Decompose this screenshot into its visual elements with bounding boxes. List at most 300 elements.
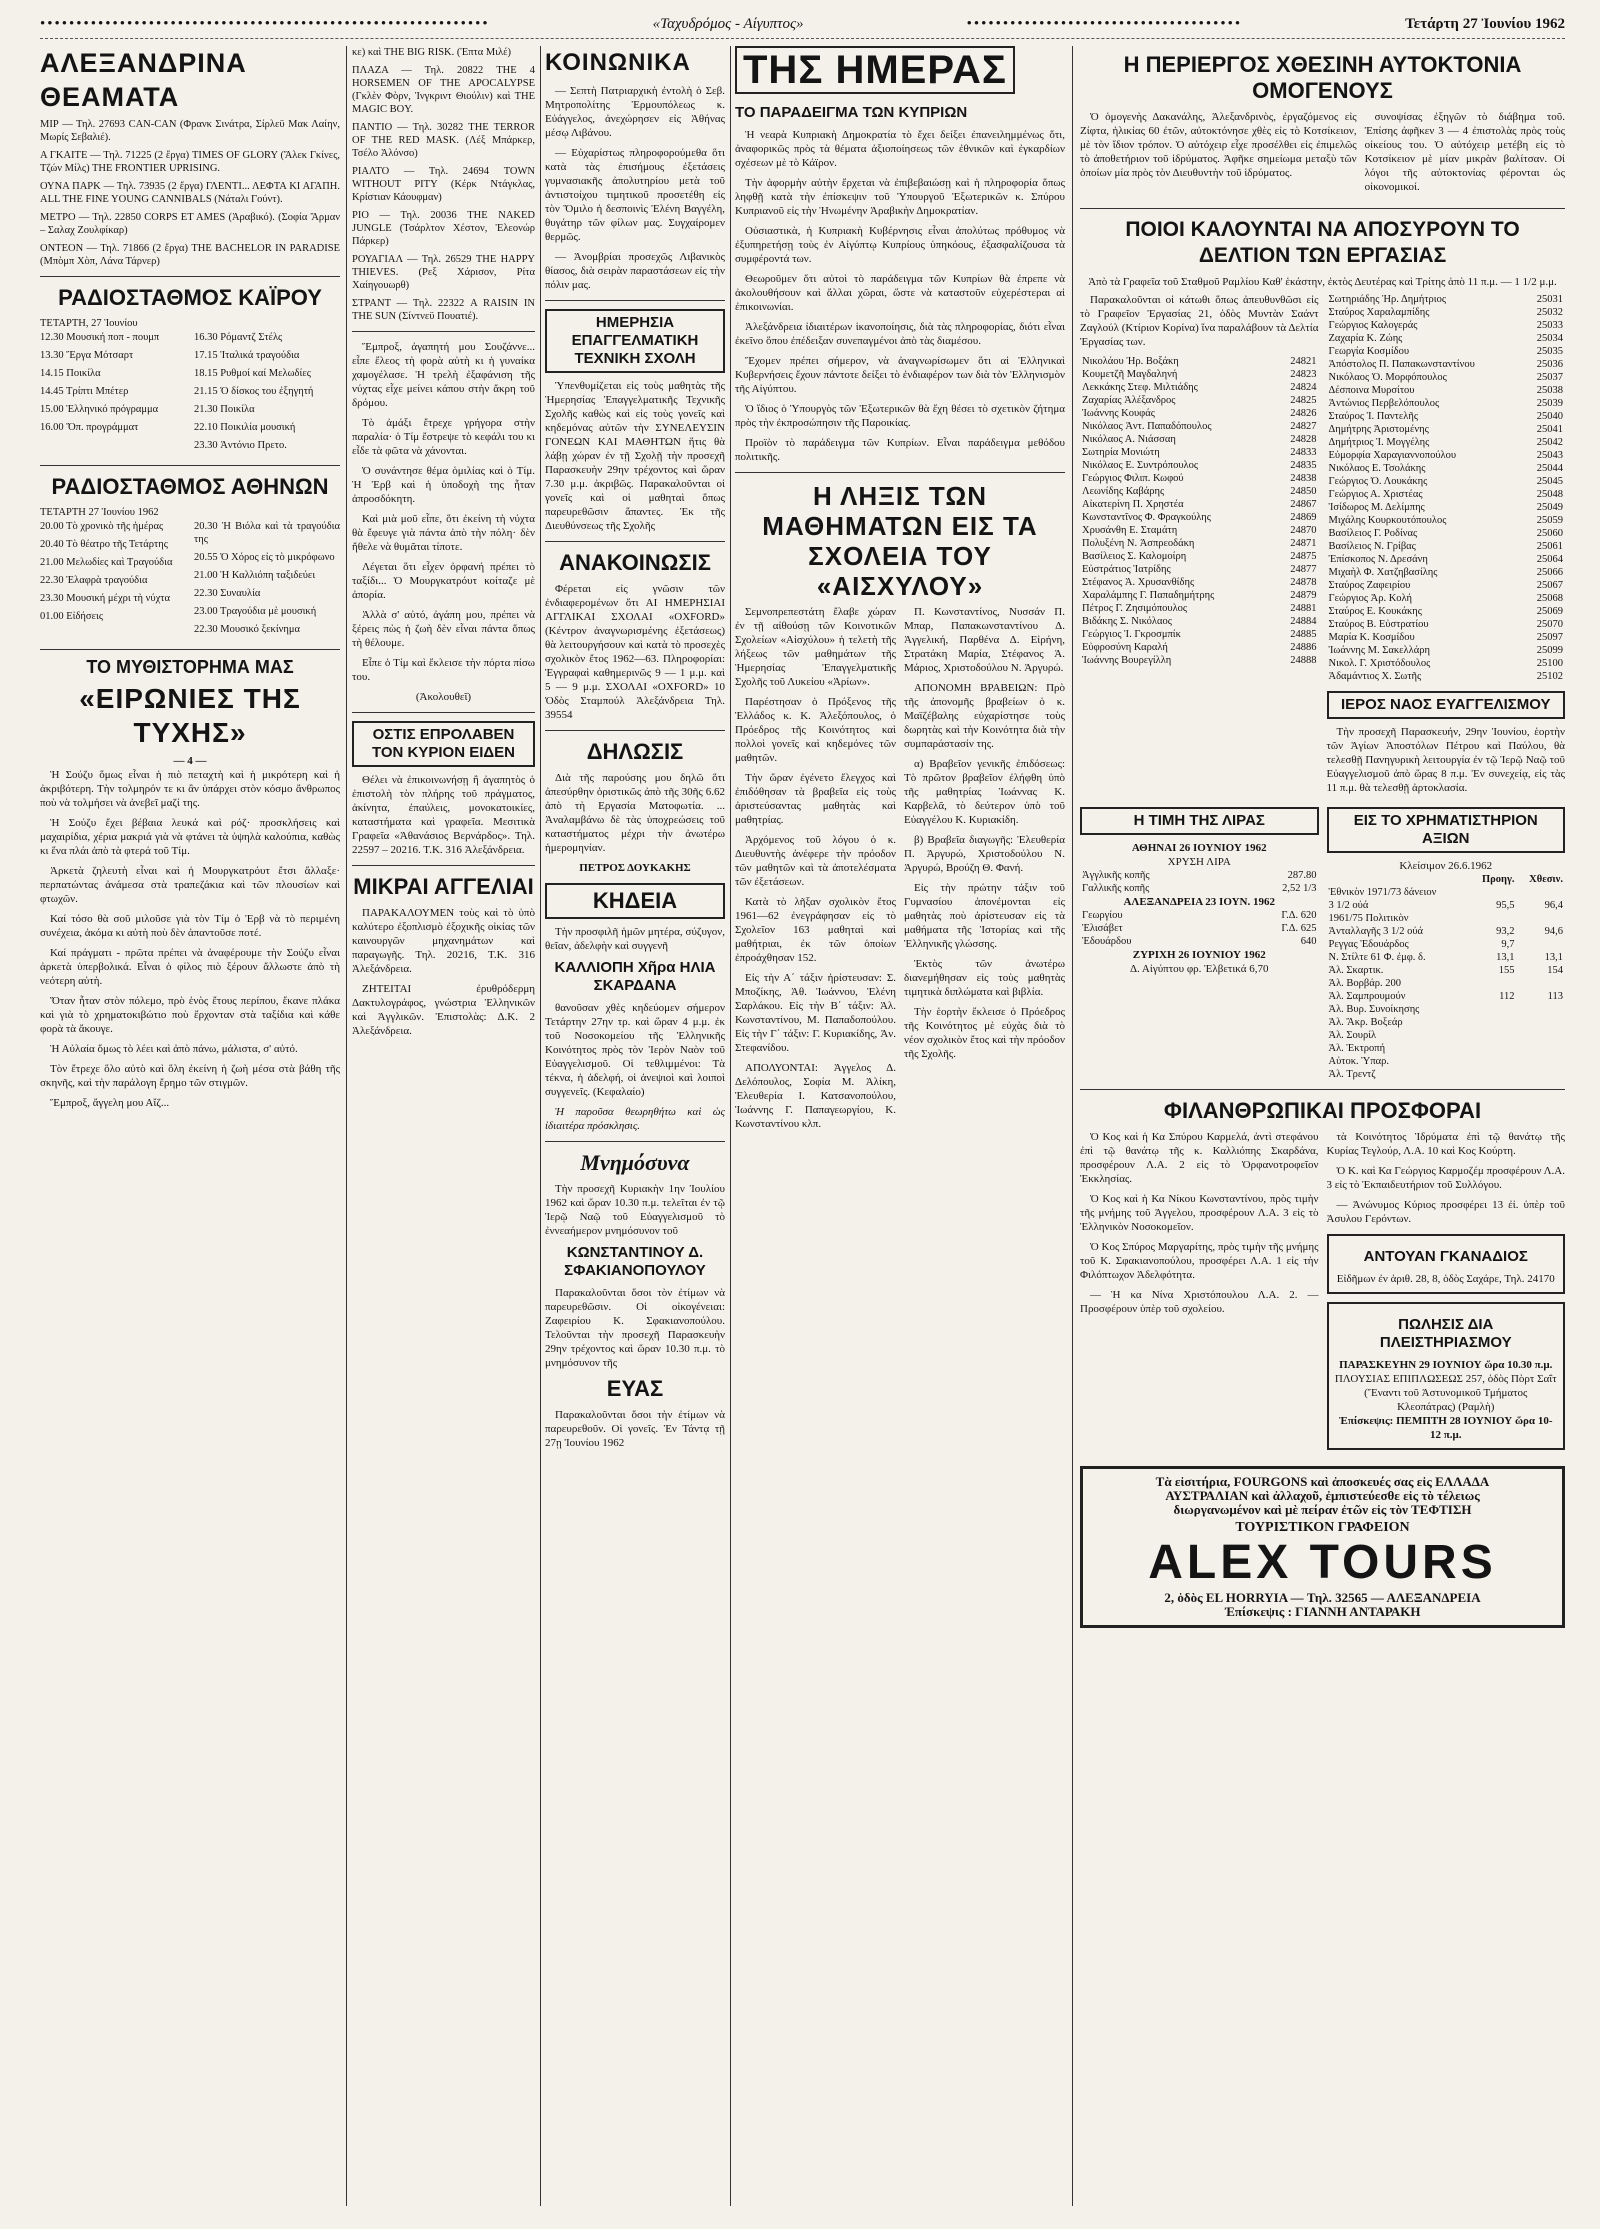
calls-row xyxy=(1327,566,1566,579)
stock-row xyxy=(1327,964,1566,977)
radio-cairo-left xyxy=(40,331,186,457)
calls-row-cell: 24886 xyxy=(1290,642,1317,653)
calls-row-cell: Νικόλαος Ἀντ. Παπαδόπουλος xyxy=(1082,421,1212,432)
calls-row-cell: 24850 xyxy=(1290,486,1317,497)
stock-row xyxy=(1327,951,1566,964)
calls-row-cell: Νικόλαος Α. Νιάσσαη xyxy=(1082,434,1176,445)
editorial-paragraph: Ὁ ἴδιος ὁ Ὑπουργὸς τῶν Ἐξωτερικῶν θὰ ἔχη θέσει τὸ σχετικὸν ζήτημα πρὸς τὴν ἐκπροσώπησιν τῆς Παροικίας. xyxy=(735,403,1065,429)
calls-row xyxy=(1327,293,1566,306)
novel-paragraph: Ἡ Σούζυ ὅμως εἶναι ἡ πιὸ πεταχτὴ καὶ ἡ μικρότερη καὶ ἡ ἀκριβότερη. Τὴν τολμηρόν τε κι ἂν ὑπάρχει στὸν κόσμο ἄνθρωπος ποὺ νὰ τολμήσει νὰ ἀνεβεῖ μαζί της. xyxy=(40,769,340,809)
theatre-listing: ΜΙΡ — Τηλ. 27693 CAN-CAN (Φρανκ Σινάτρα, Σίρλεϋ Μακ Λαίην, Μωρίς Σεβαλιέ). xyxy=(40,119,340,143)
calls-row-cell: 24835 xyxy=(1290,460,1317,471)
calls-row-cell: 25059 xyxy=(1536,515,1563,526)
gold-row-cell: Ἀγγλικῆς κοπῆς xyxy=(1082,870,1150,881)
cinema-listing: ΣΤΡΑΝΤ — Τηλ. 22322 A RAISIN IN THE SUN (Σίντνεϋ Πουατιέ). xyxy=(352,298,535,322)
charity-item: τὰ Κοινότητος Ἱδρύματα ἐπὶ τῷ θανάτῳ τῆς Κυρίας Τεγλούρ, Λ.Α. 10 καὶ Κος Κούρτη. xyxy=(1326,1131,1565,1157)
auction-heading: ΠΩΛΗΣΙΣ ΔΙΑ ΠΛΕΙΣΤΗΡΙΑΣΜΟΥ xyxy=(1379,1316,1512,1351)
gold-row-cell: Γαλλικῆς κοπῆς xyxy=(1082,883,1150,894)
calls-row-cell: Νικολ. Γ. Χριστόδουλος xyxy=(1328,658,1431,669)
calls-row xyxy=(1080,576,1319,589)
calls-row-cell: 25102 xyxy=(1536,671,1563,682)
column-4 xyxy=(735,46,1065,2206)
stock-subheading: Κλείσιμον 26.6.1962 xyxy=(1399,860,1493,872)
stock-row-cell xyxy=(1517,886,1565,899)
auction-text: ΠΛΟΥΣΙΑΣ ΕΠΙΠΛΩΣΕΩΣ 257, ὁδὸς Πὸρτ Σαΐτ (Ἔναντι τοῦ Ἀστυνομικοῦ Τμήματος Κλεοπάτρας) (Ραμλὴ) xyxy=(1334,1373,1557,1413)
calls-row-cell: 24870 xyxy=(1290,525,1317,536)
stock-row-cell xyxy=(1517,1042,1565,1055)
social-heading: ΚΟΙΝΩΝΙΚΑ xyxy=(545,49,691,76)
column-divider xyxy=(730,46,731,2206)
calls-row-cell: 24867 xyxy=(1290,499,1317,510)
masthead-dots: •••••••••••••••••••••••••••••••••••••••••••••••••••••••••••••• xyxy=(40,15,490,32)
calls-row xyxy=(1327,345,1566,358)
calls-row-cell: 24878 xyxy=(1290,577,1317,588)
divider xyxy=(545,300,725,301)
theatre-listing: Α ΓΚΑΙΤΕ — Τηλ. 71225 (2 ἔργα) TIMES OF GLORY (Ἄλεκ Γκίνες, Τζών Μίλς) THE FRONTIER UPRISING. xyxy=(40,150,340,174)
calls-row-cell: 25033 xyxy=(1536,320,1563,331)
gold-athens: ΑΘΗΝΑΙ 26 ΙΟΥΝΙΟΥ 1962 xyxy=(1131,842,1267,854)
novel-paragraph: Ἀλλὰ σ' αὐτό, ἀγάπη μου, πρέπει νὰ ξέρεις πὼς ἡ ζωὴ δὲν εἶναι πάντα ὅπως τὴ θέλουμε. xyxy=(352,609,535,649)
suicide-left: Ὁ ὁμογενὴς Δακανάλης, Ἀλεξανδρινὸς, ἐργαζόμενος εἰς Ζίφτα, ἡλικίας 60 ἐτῶν, αὐτοκτόνησε χθὲς εἰς τὸ Κοτσίκειον, μὲ τὸν ἴδιον τρόπον. Ὁ αὐτόχειρ εἶχε προσέλθει εἰς ἐπιμελῶς τὸ ἀποθετήριον τοῦ ἱδρύματος. Ἀφῆκε σημείωμα μεταξὺ τῶν ὁποίων μία πρὸς τὸν Διευθυντὴν τοῦ ἱδρύματος. xyxy=(1080,111,1357,179)
calls-row-cell: Μιχαὴλ Φ. Χατζηβασίλης xyxy=(1328,567,1438,578)
calls-row xyxy=(1080,381,1319,394)
stock-row-cell xyxy=(1517,1029,1565,1042)
charity-right-block xyxy=(1327,1130,1566,1458)
novel-paragraph: Ἔμπροξ, ἀγαπητή μου Σουζάννε... εἶπε ἔλεος τὴ φορὰ αὐτὴ κι ἡ γυναίκα χαμογέλασε. Ἡ τρελὴ ἐξαφάνιση τῆς νύχτας εἶχε μείνει κάπου στὴν ἄκρη τοῦ δρόμου. xyxy=(352,341,535,409)
radio-cairo-date: ΤΕΤΑΡΤΗ, 27 Ἰουνίου xyxy=(40,318,138,329)
calls-row-cell: 24879 xyxy=(1290,590,1317,601)
tours-contact: Ἐπίσκεψις : ΓΙΑΝΝΗ ΑΝΤΑΡΑΚΗ xyxy=(1224,1604,1421,1619)
editorial-paragraph: Ἔχομεν πρέπει σήμερον, νὰ ἀναγνωρίσωμεν ὅτι αἱ Ἑλληνικαὶ Κυβερνήσεις ἔχουν πάντοτε δείξει τὸ ἐνδιαφέρον των διὰ τὸν Ἑλληνισμὸν τῆς Αἰγύπτου. xyxy=(735,355,1065,395)
radio-program-item: 20.30 Ἡ Βιόλα καὶ τὰ τραγούδια της xyxy=(194,521,340,545)
novel-paragraph: Καί τόσο θὰ σοῦ μιλοῦσε γιὰ τὸν Τίμ ὁ Ἐρβ νὰ τὸ περιμένη συνέχεια, ἀκόμα κι αὐτὴ ποὺ δὲν ἀπαντοῦσε ποτέ. xyxy=(40,913,340,939)
day-editorial xyxy=(735,128,1065,464)
radio-program-item: 01.00 Εἰδήσεις xyxy=(40,611,103,622)
calls-right-table xyxy=(1327,293,1566,683)
calls-row-cell: Ἀπόστολος Π. Παπακωνσταντίνου xyxy=(1328,359,1475,370)
calls-subheading: Ἀπὸ τὰ Γραφεῖα τοῦ Σταθμοῦ Ραμλίου Καθ' ἑκάστην, ἐκτὸς Δευτέρας καὶ Τρίτης ἀπὸ 11 π.μ. — 1 1/2 μ.μ. xyxy=(1088,276,1557,288)
calls-row xyxy=(1327,657,1566,670)
exams-paragraph: α) Βραβεῖον γενικῆς ἐπιδόσεως: Τὸ πρῶτον βραβεῖον ἐλήφθη ὑπὸ τῆς μαθητρίας Ἰωάννας Κ. Καρβελᾶ, τὸ δεύτερον ὑπὸ τοῦ Εὐαγγέλου Κ. Κυριακίδη. xyxy=(904,758,1065,826)
calls-row-cell: Βασίλειος Ν. Γρίβας xyxy=(1328,541,1416,552)
stock-row-cell xyxy=(1517,1068,1565,1081)
calls-row-cell: 25067 xyxy=(1536,580,1563,591)
calls-row xyxy=(1080,537,1319,550)
calls-row xyxy=(1080,550,1319,563)
stock-row xyxy=(1327,1003,1566,1016)
divider xyxy=(545,541,725,542)
novel-paragraph: Ἀρκετὰ ζηλευτὴ εἶναι καὶ ἡ Μουργκατρόυτ ἔτσι ἄλλαξε· περπατώντας ἀνάμεσα στὰ τραπεζάκια καὶ τῶν πλουσίων καὶ φτωχῶν. xyxy=(40,865,340,905)
calls-row-cell: Ἐπίσκοπος Ν. Δρεσάνη xyxy=(1328,554,1428,565)
declaration-heading: ΔΗΛΩΣΙΣ xyxy=(586,739,684,764)
divider xyxy=(352,331,535,332)
gold-alexandria: ΑΛΕΞΑΝΔΡΕΙΑ 23 ΙΟΥΝ. 1962 xyxy=(1123,896,1275,908)
stock-column-header: Χθεσιν. xyxy=(1529,874,1563,885)
radio-program-item: 15.00 Ἑλληνικό πρόγραμμα xyxy=(40,404,159,415)
calls-row xyxy=(1327,670,1566,683)
day-heading: ΤΗΣ ΗΜΕΡΑΣ xyxy=(735,46,1015,94)
calls-row-cell: 25034 xyxy=(1536,333,1563,344)
novel-paragraph: Ἡ Σούζυ ἔχει βέβαια λευκά καὶ ρόζ· προσκλήσεις καὶ μαχαιρίδια, χέρια μακριά γιὰ νὰ φτάνει τὰ ὑψηλὰ καλούπια, καθὼς κι ἕνα πλάι ἀπὸ τὰ φτερά τοῦ Τίμ. xyxy=(40,817,340,857)
calls-row xyxy=(1080,420,1319,433)
calls-row xyxy=(1080,589,1319,602)
stock-row-cell: Ρεγγας Ἐδουάρδος xyxy=(1328,939,1409,950)
calls-row xyxy=(1327,488,1566,501)
gold-row xyxy=(1080,882,1319,895)
divider xyxy=(40,465,340,466)
calls-row-cell: Βασίλειος Γ. Ροδίνας xyxy=(1328,528,1418,539)
calls-row-cell: Νικόλαος Ε. Συντρόπουλος xyxy=(1082,460,1199,471)
calls-row xyxy=(1327,358,1566,371)
theatre-listing: ΟΥΝΑ ΠΑΡΚ — Τηλ. 73935 (2 ἔργα) ΓΛΕΝΤΙ... ΛΕΦΤΑ ΚΙ ΑΓΑΠΗ. ALL THE FINE YOUNG CANNIBALS (Νάταλι Γούντ). xyxy=(40,181,340,205)
calls-row-cell: Σταύρος Ε. Κουκάκης xyxy=(1328,606,1422,617)
radio-program-item: 14.45 Τρίπτι Μπέτερ xyxy=(40,386,129,397)
charity-item: Ὁ Κος καὶ ἡ Κα Σπύρου Καρμελά, ἀντὶ στεφάνου ἐπὶ τῷ θανάτῳ τῆς κ. Καλλιόπης Σκαρδάνα, προσφέρουν Λ.Α. 2 εἰς τὸ Ὀρφανοτροφεῖον Ἐκκλησίας. xyxy=(1080,1131,1319,1185)
radio-program-item: 14.15 Ποικίλα xyxy=(40,368,101,379)
radio-athens-right xyxy=(194,520,340,641)
social-item: — Σεπτὴ Πατριαρχικὴ ἐντολὴ ὁ Σεβ. Μητροπολίτης Ἑρμουπόλεως κ. Εὐάγγελος, ἀνεχώρησεν εἰς Ἀθήνας μέσῳ Λιβάνου. xyxy=(545,85,725,139)
stock-row-cell: 13,1 xyxy=(1496,952,1515,963)
exams-article xyxy=(735,605,1065,1137)
novel-label: ΤΟ ΜΥΘΙΣΤΟΡΗΜΑ ΜΑΣ xyxy=(86,657,294,677)
radio-program-item: 22.30 Συναυλία xyxy=(194,588,261,599)
stock-row-cell xyxy=(1517,912,1565,925)
stock-row-cell: 1961/75 Πολιτικὸν xyxy=(1328,913,1409,924)
calls-row-cell: Σωτηρία Μονιώτη xyxy=(1082,447,1160,458)
gold-subheading: ΧΡΥΣΗ ΛΙΡΑ xyxy=(1167,856,1231,868)
radio-program-item: 20.40 Τὸ θέατρο τῆς Τετάρτης xyxy=(40,539,168,550)
tours-label: ΤΟΥΡΙΣΤΙΚΟΝ ΓΡΑΦΕΙΟΝ xyxy=(1235,1520,1410,1535)
stock-row-cell xyxy=(1517,977,1565,990)
theatre-listing: ΟΝΤΕΟΝ — Τηλ. 71866 (2 ἔργα) THE BACHELOR IN PARADISE (Μπὸμπ Χὸπ, Λάνα Τάρνερ) xyxy=(40,243,340,267)
column-divider xyxy=(540,46,541,2206)
calls-row-cell: 24828 xyxy=(1290,434,1317,445)
stock-row-cell: 96,4 xyxy=(1544,900,1563,911)
calls-left-table xyxy=(1080,355,1319,667)
calls-row-cell: Νικόλαος Ὁ. Μορφόπουλος xyxy=(1328,372,1447,383)
radio-program-item: 22.30 Ἑλαφρὰ τραγούδια xyxy=(40,575,148,586)
stock-row-cell: 13,1 xyxy=(1544,952,1563,963)
calls-row-cell: Γεώργιος Ὁ. Λουκάκης xyxy=(1328,476,1428,487)
classified-ad: ΖΗΤΕΙΤΑΙ ἐρυθρόδερμη Δακτυλογράφος, γνώστρια Ἑλληνικῶν καὶ Ἀγγλικῶν. Ἐπιστολὰς: Δ.Κ. 2 Ἀλεξάνδρεια. xyxy=(352,983,535,1037)
calls-row-cell: 25097 xyxy=(1536,632,1563,643)
calls-row-cell: Ζαχαρίας Ἀλέξανδρος xyxy=(1082,395,1176,406)
calls-row-cell: Ζαχαρία Κ. Ζώης xyxy=(1328,333,1403,344)
gold-row-cell: 2,52 1/3 xyxy=(1282,883,1317,894)
funeral-text-2: θανοῦσαν χθὲς κηδεύομεν σήμερον Τετάρτην 27ην τρ. καὶ ὥραν 4 μ.μ. ἐκ τοῦ Νοσοκομείου τῆς Ἑλληνικῆς Κοινότητος πρὸς τὸν Ἱερὸν Ναὸν τοῦ Εὐαγγελισμοῦ. Οἱ τεθλιμμένοι: Τὰ τέκνα, ἡ ἀδελφή, οἱ ἀνεψιοὶ καὶ λοιποὶ συγγενεῖς. (Κεφαλαίο) xyxy=(545,1002,725,1098)
tours-text-2: ΑΥΣΤΡΑΛΙΑΝ καὶ ἀλλαχοῦ, ἐμπιστεύεσθε εἰς τὸ τέλειως xyxy=(1165,1488,1480,1503)
lost-notice-heading: ΟΣΤΙΣ ΕΠΡΟΛΑΒΕΝ ΤΟΝ ΚΥΡΙΟΝ ΕΙΔΕΝ xyxy=(352,721,535,767)
declaration-text: Διὰ τῆς παρούσης μου δηλῶ ὅτι ἀπεσύρθην ὁριστικῶς ἀπὸ τῆς 30ῆς 6.62 ἀπὸ τὴ Εργασία Ματοφωτία. ... Ἀναλαμβάνω δὲ τὰς ὑποχρεώσεις τοῦ καταστήματος μέχρι τὴν ἀνωτέρω ἡμερομηνίαν. xyxy=(545,772,725,854)
memorial-text-2: Παρακαλοῦνται ὅσοι τὸν ἐτίμων νὰ παρευρεθῶσιν. Οἱ οἰκογένειαι: Ζαφειρίου Κ. Σφακιανοπούλου. Τελοῦνται τὴν προσεχῆ Παρασκευὴν 29ην τρέχοντος καὶ ὥραν 10.30 π.μ. τὸ μνημόσυνον τῆς xyxy=(545,1287,725,1369)
divider xyxy=(40,649,340,650)
announcement-text: Φέρεται εἰς γνῶσιν τῶν ἐνδιαφερομένων ὅτι ΑΙ ΗΜΕΡΗΣΙΑΙ ΑΓΓΛΙΚΑΙ ΣΧΟΛΑΙ «OXFORD» (Κέντρον ἀναγνωρισμένης ἐξετάσεως) θὰ λειτουργήσουν καὶ κατὰ τὸ προσεχὲς σχολικὸν ἔτος 1962—63. Πληροφορίαι: Ἐγγραφαὶ καθημερινῶς 9 — 1 μ.μ. καὶ 5 — 9 μ.μ. ΣΧΟΛΑΙ «OXFORD» 10 Ὁδὸς Σταμπούλ Ἀλεξάνδρεια Τηλ. 39554 xyxy=(545,583,725,721)
memorial-name: ΚΩΝΣΤΑΝΤΙΝΟΥ Δ. ΣΦΑΚΙΑΝΟΠΟΥΛΟΥ xyxy=(564,1244,706,1279)
calls-row xyxy=(1327,371,1566,384)
calls-row-cell: Σταύρος Β. Εὐστρατίου xyxy=(1328,619,1429,630)
calls-row-cell: Γεώργιος Ἰ. Γκροσμπίκ xyxy=(1082,629,1181,640)
radio-athens-heading: ΡΑΔΙΟΣΤΑΘΜΟΣ ΑΘΗΝΩΝ xyxy=(51,474,329,499)
stock-row-cell: Ν. Στίλτε 61 Φ. ἐμφ. δ. xyxy=(1328,952,1426,963)
stock-row-cell: 3 1/2 οὐά xyxy=(1328,900,1369,911)
memorial-text: Τὴν προσεχῆ Κυριακὴν 1ην Ἰουλίου 1962 καὶ ὥραν 10.30 π.μ. τελεῖται ἐν τῷ Ἱερῷ Ναῷ τοῦ Εὐαγγελισμοῦ τὸ ἐννεαήμερον μνημόσυνον τοῦ xyxy=(545,1183,725,1237)
calls-row-cell: 25048 xyxy=(1536,489,1563,500)
calls-row-cell: 25040 xyxy=(1536,411,1563,422)
column-3 xyxy=(545,46,725,2206)
calls-row-cell: Χρυσάνθη Ε. Σταμάτη xyxy=(1082,525,1178,536)
masthead-title: «Ταχυδρόμος - Αίγυπτος» xyxy=(652,15,804,32)
calls-row-cell: Μαρία Κ. Κοσμίδου xyxy=(1328,632,1415,643)
exams-paragraph: Π. Κωνσταντίνος, Νυσσάν Π. Μπαρ, Παπακωνσταντίνου Δ. Ἀγγελική, Παρθένα Δ. Εἰρήνη, Στρατάκη Μαρία, Στέφανος Ἀ. Μάριος, Χριστοδούλου Ν. Ἀργυρώ. xyxy=(904,606,1065,674)
auction-visit: Ἐπίσκεψις: ΠΕΜΠΤΗ 28 ΙΟΥΝΙΟΥ ὥρα 10-12 π.μ. xyxy=(1339,1415,1553,1441)
calls-row-cell: Σταύρος Ζαφειρίου xyxy=(1328,580,1411,591)
ganadios-ad xyxy=(1327,1234,1566,1294)
calls-row xyxy=(1080,433,1319,446)
calls-row-cell: Βασίλειος Σ. Καλομοίρη xyxy=(1082,551,1187,562)
calls-row-cell: Αἰκατερίνη Π. Χρηστέα xyxy=(1082,499,1184,510)
calls-row-cell: Σταύρος Ἰ. Παντελῆς xyxy=(1328,411,1419,422)
calls-row-cell: 24821 xyxy=(1290,356,1317,367)
radio-athens-date: ΤΕΤΑΡΤΗ 27 Ἰουνίου 1962 xyxy=(40,507,159,518)
radio-program-item: 16.00 Ὄπ. προγράμματ xyxy=(40,422,139,433)
calls-row-cell: Στέφανος Ἀ. Χρυσανθίδης xyxy=(1082,577,1195,588)
calls-row xyxy=(1327,319,1566,332)
gold-row-cell: 640 xyxy=(1300,936,1317,947)
exams-paragraph: β) Βραβεῖα διαγωγῆς: Ἐλευθερία Π. Ἀργυρώ, Χριστοδούλου Ν. Ἀργυρώ, Βρούζη Θ. Φανή. xyxy=(904,834,1065,874)
calls-row-cell: Λεκκάκης Στεφ. Μιλτιάδης xyxy=(1082,382,1198,393)
theatre-listing: ΜΕΤΡΟ — Τηλ. 22850 CORPS ET AMES (Ἀραβικό). (Σοφία Ἄρμαν – Σαλαχ Ζουλφίκαρ) xyxy=(40,212,340,236)
novel-episode: — 4 — xyxy=(173,755,207,767)
classified-ad: ΠΑΡΑΚΑΛΟΥΜΕΝ τοὺς καὶ τὸ ὑπὸ καλύτερο ἐξοπλισμὸ ἐξοχικῆς οἰκίας τῶν καινουργῶν μηχανημάτων καὶ παραγωγῆς. Τηλ. 20216, Τ.Κ. 316 Ἀλεξάνδρεια. xyxy=(352,907,535,975)
exams-paragraph: ΑΠΟΝΟΜΗ ΒΡΑΒΕΙΩΝ: Πρὸ τῆς ἀπονομῆς βραβείων ὁ κ. Μαϊζέβαλης εὐχαρίστησε τοὺς δωρητὰς καὶ τὴν Κοινότητα διὰ τὴν συμπαράστασίν της. xyxy=(904,682,1065,750)
radio-program-item: 21.15 Ὁ δίσκος του ἐξηγητή xyxy=(194,386,314,397)
calls-row-cell: 25100 xyxy=(1536,658,1563,669)
column-5 xyxy=(1080,46,1565,2206)
calls-intro: Παρακαλοῦνται οἱ κάτωθι ὅπως ἀπευθυνθῶσι εἰς τὸ Γραφεῖον Ἐργασίας 21, ὁδὸς Μυντὰν Σαάντ Ζαγλούλ (Κτίριον Κορίνα) ἵνα παραλάβουν τὰ Δελτία Ἐργασίας των. xyxy=(1080,294,1319,348)
calls-row-cell: 25099 xyxy=(1536,645,1563,656)
stock-row-cell: Ἀλ. Σκαρτικ. xyxy=(1328,965,1384,976)
memorial-text-3: Παρακαλοῦνται ὅσοι τὴν ἐτίμων νὰ παρευρεθοῦν. Οἱ γονεῖς. Ἐν Τάντᾳ τῇ 27ῃ Ἰουνίου 1962 xyxy=(545,1409,725,1449)
stock-row-cell: Ἀνταλλαγῆς 3 1/2 οὐά xyxy=(1328,926,1424,937)
tours-text-1: Τὰ εἰσιτήρια, FOURGONS καὶ ἀποσκευές σας εἰς ΕΛΛΑΔΑ xyxy=(1155,1474,1490,1489)
charity-left xyxy=(1080,1130,1319,1458)
exams-paragraph: ΑΠΟΛΥΟΝΤΑΙ: Ἀγγελος Δ. Δελόπουλος, Σοφία Μ. Ἀλίκη, Ἐλευθερία Ι. Κατσανοπούλου, Ἰωάννης Γ. Παπαγεωργίου, Κ. Κωνσταντίνου κλπ. xyxy=(735,1062,896,1130)
calls-row xyxy=(1080,615,1319,628)
school-text: Ὑπενθυμίζεται εἰς τοὺς μαθητὰς τῆς Ἡμερησίας Ἐπαγγελματικῆς Τεχνικῆς Σχολῆς καθὼς καὶ εἰς τοὺς γονεῖς καὶ κηδεμόνας αὐτῶν τὴν ΣΥΝΕΛΕΥΣΙΝ ΓΟΝΕΩΝ ΚΑΙ ΜΑΘΗΤΩΝ ἥτις θὰ λάβῃ χώραν ἐν τῇ Σχολῇ τὴν προσεχῆ Παρασκευὴν 29ην τρέχοντος καὶ ὥραν 7.30 μ.μ. ἀκριβῶς. Παρακαλοῦνται οἱ γονεῖς καὶ οἱ μαθηταὶ ὅπως παρευρεθῶσιν ἅπαντες. Ἐκ τῆς Διευθύνσεως τῆς Σχολῆς xyxy=(545,380,725,532)
stock-row-cell xyxy=(1470,1003,1517,1016)
calls-row xyxy=(1327,527,1566,540)
editorial-paragraph: Προϊὸν τὸ παράδειγμα τῶν Κυπρίων. Εἶναι παράδειγμα μεθόδου πολιτικῆς. xyxy=(735,437,1065,463)
radio-program-item: 21.00 Ἡ Καλλιόπη ταξιδεύει xyxy=(194,570,316,581)
exams-paragraph: Ἀρχόμενος τοῦ λόγου ὁ κ. Διευθυντὴς ἀνέφερε τὴν πρόοδον τῶν μαθητῶν καὶ τὰ ἀποτελέσματα τῶν ἐξετάσεων. xyxy=(735,834,896,888)
novel-paragraph: Καὶ μιὰ μοῦ εἶπε, ὅτι ἐκείνη τὴ νύχτα θὰ ἔφευγε γιὰ πάντα ἀπὸ τὴν πόλη· δὲν ἤθελε νὰ θυμᾶται τίποτε. xyxy=(352,513,535,553)
calls-row-cell: 25043 xyxy=(1536,450,1563,461)
calls-row xyxy=(1080,368,1319,381)
radio-athens-left xyxy=(40,520,186,641)
gold-row-cell: Ἐδουάρδου xyxy=(1082,936,1132,947)
column-divider xyxy=(1072,46,1073,2206)
editorial-paragraph: Ἀλεξάνδρεια ἰδιαιτέρων ἱκανοποίησις, διὰ τὰς πληροφορίας, διότι εἶναι ἐκεῖνο ὅπου ἐπέδειξαν συνεπαγμένοι ἀπὸ τὰς διαμέσου. xyxy=(735,321,1065,347)
calls-row-cell: 25064 xyxy=(1536,554,1563,565)
gold-row-cell: Ἐλισάβετ xyxy=(1082,923,1123,934)
calls-row xyxy=(1327,540,1566,553)
calls-heading: ΠΟΙΟΙ ΚΑΛΟΥΝΤΑΙ ΝΑ ΑΠΟΣΥΡΟΥΝ ΤΟ ΔΕΛΤΙΟΝ ΤΩΝ ΕΡΓΑΣΙΑΣ xyxy=(1125,218,1520,267)
charity-item: — Ἀνώνυμος Κύριος προσφέρει 13 ἐἰ. ὑπὲρ τοῦ Ἀσυλου Γερόντων. xyxy=(1326,1199,1565,1225)
calls-left-block xyxy=(1080,293,1319,801)
novel-paragraph: Καί πράγματι - πρῶτα πρέπει νὰ ἀναφέρουμε τὴν Σούζυ εἶναι ἀρκετὰ ὑπερβολικά. Εἶναι ὁ φίλος πιὸ ξέρουν ἄλλωστε ἀπὸ τὴ νεότερη αὐτὴ. xyxy=(40,947,340,987)
cinema-listing: ΠΛΑΖΑ — Τηλ. 20822 THE 4 HORSEMEN OF THE APOCALYPSE (Γκλὲν Φὸρν, Ἰνγκριντ Θιούλιν) καὶ THE MAGIC BOY. xyxy=(352,65,535,115)
calls-row-cell: Νικόλαος Ε. Τσολάκης xyxy=(1328,463,1426,474)
exams-paragraph: Εἰς τὴν πρώτην τάξιν τοῦ Γυμνασίου ἀπονέμονται εἰς μαθητὰς ποὺ ἀρίστευσαν εἰς τὰ μαθήματα τῆς Ἱστορίας καὶ τῆς Ἑλληνικῆς γλώσσης. xyxy=(904,882,1065,950)
stock-row-cell: Ἀλ. Βορβάρ. 200 xyxy=(1328,978,1402,989)
masthead-dots: •••••••••••••••••••••••••••••••••••••• xyxy=(966,15,1243,32)
theatres-heading: ΑΛΕΞΑΝΔΡΙΝΑ ΘΕΑΜΑΤΑ xyxy=(40,48,247,112)
auction-date: ΠΑΡΑΣΚΕΥΗΝ 29 ΙΟΥΝΙΟΥ ὥρα 10.30 π.μ. xyxy=(1339,1359,1553,1371)
calls-row-cell: Δέσποινα Μυρσίτου xyxy=(1328,385,1415,396)
stock-row-cell: Ἀλ. Ἄκρ. Βοξεάρ xyxy=(1328,1017,1403,1028)
social-news xyxy=(545,84,725,292)
gold-alexandria-table xyxy=(1080,909,1319,948)
stock-row xyxy=(1327,886,1566,899)
calls-row-cell: 25037 xyxy=(1536,372,1563,383)
calls-row xyxy=(1327,501,1566,514)
charity-item: Ὁ Κος Σπύρος Μαργαρίτης, πρὸς τιμὴν τῆς μνήμης τοῦ Κ. Σφακιανοπούλου, προσφέρει Λ.Α. 1 εἰς τὴν Φιλόπτωχον Ἀδελφότητα. xyxy=(1080,1241,1319,1281)
calls-row-cell: 24877 xyxy=(1290,564,1317,575)
calls-row-cell: Κουμετζῆ Μαγδαληνή xyxy=(1082,369,1178,380)
calls-row-cell: 24884 xyxy=(1290,616,1317,627)
funeral-heading: ΚΗΔΕΙΑ xyxy=(545,883,725,919)
calls-row-cell: 24881 xyxy=(1290,603,1317,614)
stock-row-cell: 93,2 xyxy=(1496,926,1515,937)
gold-row xyxy=(1080,869,1319,882)
stock-row-cell: Ἐθνικὸν 1971/73 δάνειον xyxy=(1328,887,1437,898)
gold-block xyxy=(1080,801,1319,1081)
calls-row xyxy=(1080,355,1319,368)
novel-paragraph: Ἡ Αὐλαία ὅμως τὸ λέει καὶ ἀπὸ πάνω, μάλιστα, σ' αὐτό. xyxy=(50,1043,298,1055)
radio-program-item: 23.00 Τραγούδια μὲ μουσική xyxy=(194,606,317,617)
stock-row-cell: 113 xyxy=(1547,991,1563,1002)
stock-row xyxy=(1327,1016,1566,1029)
novel-paragraph: Ὁ συνάντησε θέμα ὁμιλίας καὶ ὁ Τίμ. Ἡ Ἐρβ καὶ ἡ ὑποδοχὴ της ἦταν ἀπροσδόκητη. xyxy=(352,465,535,505)
column-1 xyxy=(40,46,340,2206)
calls-row xyxy=(1327,384,1566,397)
calls-row-cell: Εὐμορφία Χαραγιαννοπούλου xyxy=(1328,450,1457,461)
stock-row-cell xyxy=(1470,1042,1517,1055)
calls-row-cell: Δημήτρης Ἀριστομένης xyxy=(1328,424,1429,435)
stock-block xyxy=(1327,801,1566,1081)
stock-row xyxy=(1327,1068,1566,1081)
calls-row xyxy=(1327,631,1566,644)
calls-row xyxy=(1080,641,1319,654)
divider xyxy=(545,1141,725,1142)
editorial-paragraph: Τὴν ἀφορμὴν αὐτὴν ἔρχεται νὰ ἐπιβεβαιώσῃ καὶ ἡ πληροφορία ὅπως ληφθῇ κατὰ τὴν ἐπίσκεψιν τοῦ Ὑπουργοῦ Ἐξωτερικῶν κ. Σπύρου Κυπριανοῦ εἰς τὴν Ἡνωμένην Ἀραβικὴν Δημοκρατίαν. xyxy=(735,177,1065,217)
novel-title: «ΕΙΡΩΝΙΕΣ ΤΗΣ ΤΥΧΗΣ» xyxy=(79,683,301,748)
stock-row-cell xyxy=(1517,1016,1565,1029)
calls-row xyxy=(1080,498,1319,511)
editorial-paragraph: Οὐσιαστικὰ, ἡ Κυπριακὴ Κυβέρνησις εἶναι ἀπολύτως πρόθυμος νὰ ἐξυπηρετήσῃ τοὺς ἐν Αἰγύπτῳ Κυπρίους ὑπηκόους, ἐξασφαλίζουσα τὰ συμφέροντά των. xyxy=(735,225,1065,265)
radio-cairo-heading: ΡΑΔΙΟΣΤΑΘΜΟΣ ΚΑΪΡΟΥ xyxy=(58,285,322,310)
finance-section xyxy=(1080,801,1565,1081)
calls-row-cell: 24824 xyxy=(1290,382,1317,393)
novel-paragraph: Ὅταν ἦταν στὸν πόλεμο, πρὸ ἑνὸς ἔτους περίπου, ἔκανε πλάκα καὶ γιὰ τὸ χρηματοκιβώτιο ποὺ ἔρχονταν στὰ ταξίδια καὶ κάθε φορὰ τὰ ἄκουγε. xyxy=(40,995,340,1035)
calls-row-cell: 25069 xyxy=(1536,606,1563,617)
gold-row-cell: Γεωργίου xyxy=(1082,910,1123,921)
calls-row-cell: Ἀδαμάντιος Χ. Σωτῆς xyxy=(1328,671,1422,682)
auction-ad xyxy=(1327,1302,1566,1450)
column-divider xyxy=(346,46,347,2206)
funeral-text: Τὴν προσφιλῆ ἡμῶν μητέρα, σύζυγον, θεῖαν, ἀδελφὴν καὶ συγγενῆ xyxy=(545,926,725,952)
ganadios-name: ΑΝΤΟΥΑΝ ΓΚΑΝΑΔΙΟΣ xyxy=(1363,1248,1528,1265)
calls-row xyxy=(1080,446,1319,459)
stock-row-cell: 112 xyxy=(1499,991,1515,1002)
social-item: — Εὐχαρίστως πληροφορούμεθα ὅτι κατὰ τὰς ἐπισήμους ἐξετάσεις γυμνασιακῆς ἀπολυτηρίου μετὰ τοῦ ἀντιστοίχου τιμητικοῦ προσετέθη εἰς τὸν Ὅμιλο ἡ δεσποινὶς Ἑλένη Βαγγέλη, θυγάτηρ τῶν φίλων μας. Συγχαίρομεν θερμῶς. xyxy=(545,147,725,243)
church-text: Τὴν προσεχῆ Παρασκευήν, 29ην Ἰουνίου, ἑορτὴν τῶν Ἁγίων Ἀποστόλων Πέτρου καὶ Παύλου, θὰ τελεσθῇ Πανηγυρικὴ λειτουργία ἐν τῷ Ἱερῷ Ναῷ τοῦ Εὐαγγελισμοῦ ἀπὸ ὥρας 8 π.μ. Ἐν συνεχείᾳ, εἰς τὰς 11 π.μ. θὰ τελεσθῇ ἀρτοκλασία. xyxy=(1326,726,1565,794)
exams-left xyxy=(735,605,896,1137)
tours-text-3: διωργανωμένον καὶ μὲ πείραν ἐτῶν εἰς τὸν ΤΕΦΤΙΣΗ xyxy=(1173,1502,1472,1517)
calls-row-cell: Γεώργιος Ἀρ. Κολή xyxy=(1328,593,1413,604)
calls-row xyxy=(1327,449,1566,462)
stock-row xyxy=(1327,990,1566,1003)
exams-paragraph: Σεμνοπρεπεστάτη ἔλαβε χώραν ἐν τῇ αἰθούσῃ τῶν Κοινοτικῶν Σχολείων «Αἰσχύλου» ἡ τελετὴ τῆς λήξεως τῶν μαθημάτων τῆς Ἡμερησίας Ἐπαγγελματικῆς Σχολῆς τοῦ Λυκείου «Ἀρίων». xyxy=(735,606,896,688)
calls-row xyxy=(1327,423,1566,436)
calls-row-cell: Γεωργία Κοσμίδου xyxy=(1328,346,1410,357)
radio-program-item: 23.30 Ἀντόνιο Πρετο. xyxy=(194,440,287,451)
calls-row xyxy=(1080,459,1319,472)
calls-row-cell: Γεώργιος Α. Χριστέας xyxy=(1328,489,1423,500)
calls-row-cell: Μιχάλης Κουρκουτόπουλος xyxy=(1328,515,1447,526)
stock-row-cell xyxy=(1470,977,1517,990)
masthead xyxy=(40,10,1565,39)
divider xyxy=(735,472,1065,473)
calls-row-cell: Λεωνίδης Καβάρης xyxy=(1082,486,1165,497)
calls-row xyxy=(1080,485,1319,498)
calls-row xyxy=(1080,628,1319,641)
stock-row-cell xyxy=(1517,1055,1565,1068)
divider xyxy=(40,276,340,277)
cinema-listing: ΡΙΑΛΤΟ — Τηλ. 24694 TOWN WITHOUT PITY (Κέρκ Ντάγκλας, Κρίστιαν Κάουφμαν) xyxy=(352,166,535,203)
exams-paragraph: Τὴν ὥραν ἐγένετο ἔλεγχος καὶ ἐπιδόθησαν τὰ βραβεῖα εἰς τοὺς ἀριστεύσαντας μαθητὰς καὶ μαθητρίας. xyxy=(735,772,896,826)
funeral-name: ΚΑΛΛΙΟΠΗ Χῆρα ΗΛΙΑ ΣΚΑΡΔΑΝΑ xyxy=(554,959,716,994)
calls-row-cell: 25066 xyxy=(1536,567,1563,578)
stock-row-cell xyxy=(1517,1003,1565,1016)
suicide-article xyxy=(1080,110,1565,200)
calls-row-cell: Εὐστράτιος Ἰατρίδης xyxy=(1082,564,1171,575)
calls-row-cell: 24827 xyxy=(1290,421,1317,432)
column-2 xyxy=(352,46,535,2206)
calls-row-cell: 24888 xyxy=(1290,655,1317,666)
divider xyxy=(545,730,725,731)
calls-row-cell: 24825 xyxy=(1290,395,1317,406)
suicide-heading: Η ΠΕΡΙΕΡΓΟΣ ΧΘΕΣΙΝΗ ΑΥΤΟΚΤΟΝΙΑ ΟΜΟΓΕΝΟΥΣ xyxy=(1123,52,1522,103)
stock-row-cell xyxy=(1470,1068,1517,1081)
exams-paragraph: Ἐκτὸς τῶν ἀνωτέρω διανεμήθησαν εἰς τοὺς μαθητὰς τιμητικὰ διπλώματα καὶ βιβλία. xyxy=(904,958,1065,998)
gold-zurich-row: Δ. Αἰγύπτου φρ. Ἑλβετικά 6,70 xyxy=(1129,963,1269,975)
classifieds-heading: ΜΙΚΡΑΙ ΑΓΓΕΛΙΑΙ xyxy=(353,874,534,899)
stock-row xyxy=(1327,1055,1566,1068)
calls-lists xyxy=(1080,293,1565,801)
calls-row xyxy=(1327,397,1566,410)
calls-row xyxy=(1327,579,1566,592)
radio-program-item: 22.10 Ποικιλία μουσική xyxy=(194,422,296,433)
stock-row-cell xyxy=(1470,886,1517,899)
radio-program-item: 17.15 Ἰταλικά τραγούδια xyxy=(194,350,300,361)
stock-column-header: Προηγ. xyxy=(1481,874,1515,885)
calls-row-cell: Κωνσταντῖνος Φ. Φραγκούλης xyxy=(1082,512,1211,523)
gold-zurich: ΖΥΡΙΧΗ 26 ΙΟΥΝΙΟΥ 1962 xyxy=(1132,949,1266,961)
stock-row-cell xyxy=(1470,1055,1517,1068)
novel-paragraph: Εἶπε ὁ Τίμ καὶ ἔκλεισε τὴν πόρτα πίσω του. xyxy=(352,657,535,683)
stock-row-cell: Αὐτοκ. Ὑπαρ. xyxy=(1328,1056,1389,1067)
